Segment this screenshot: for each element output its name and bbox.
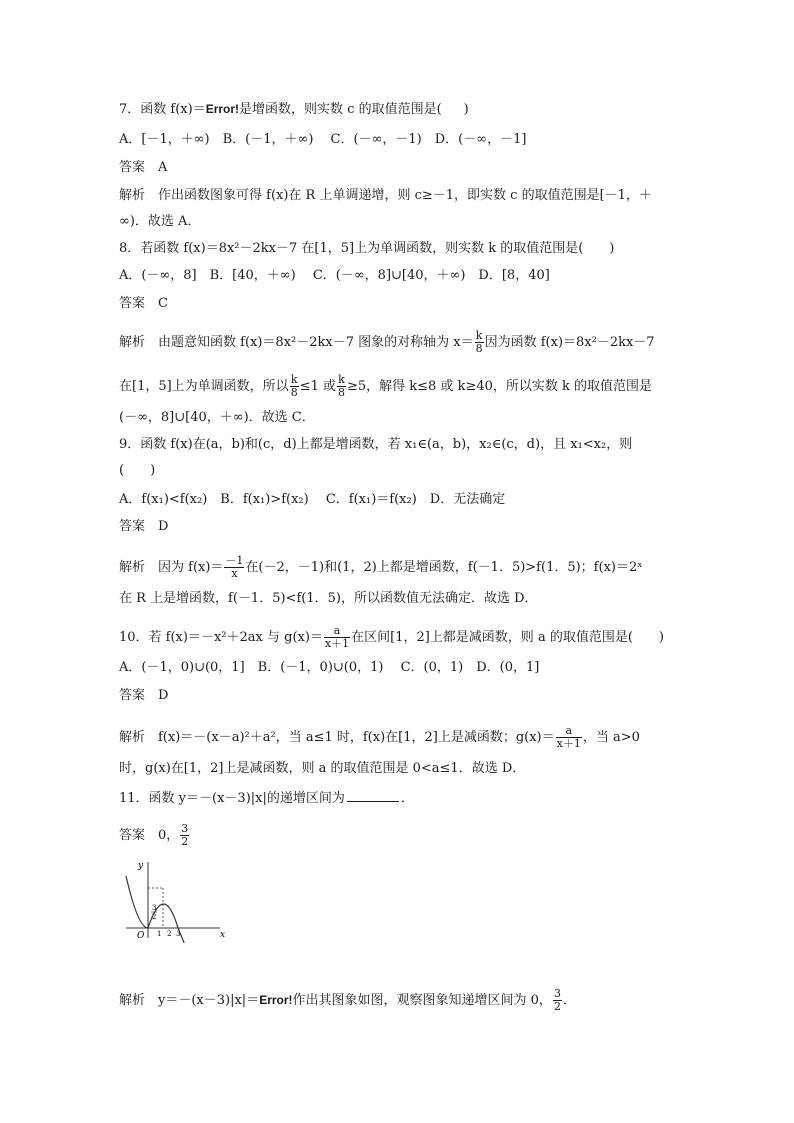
q7-options: A．[－1，＋∞) B．(－1，＋∞) C．(－∞，－1) D．(－∞，－1] <box>119 132 527 147</box>
tick-3: 3 <box>176 930 181 938</box>
q8-answer: 答案 C <box>119 296 168 311</box>
q9-stem-line2: ( ) <box>119 463 156 478</box>
q9-analysis-line1: 解析 因为 f(x)＝ $\frac{-1}{x}$ 在(－2，－1)和(1，2)上都是增函数，f(－1．5)>f(1．5)；f(x)＝2ˣ <box>119 554 643 580</box>
q10-stem: 10．若 f(x)＝－x²＋2ax 与 g(x)＝ $\frac{a}{x+1}$ 在区间[1，2]上都是减函数，则 a 的取值范围是( ) <box>119 624 664 650</box>
q8-analysis-line1: 解析 由题意知函数 f(x)＝8x²－2kx－7 图象的对称轴为 x＝ $\frac{k}{8}$ 因为函数 f(x)＝8x²－2kx－7 <box>119 329 655 355</box>
q10-analysis-line2: 时，g(x)在[1，2]上是减函数，则 a 的取值范围是 0<a≤1．故选 D． <box>119 761 526 776</box>
tick-2: 2 <box>167 930 172 938</box>
y-axis-label: y <box>138 861 144 871</box>
fraction-k-over-8: $\frac{k}{8}$ <box>475 329 483 355</box>
tick-frac-num: 3 <box>152 904 157 912</box>
answer-blank <box>347 790 399 802</box>
q8-analysis-line2: 在[1，5]上为单调函数，所以 $\frac{k}{8}$ ≤1 或 $\frac{k}{8}$ ≥5，解得 k≤8 或 k≥40，所以实数 k 的取值范围是 <box>119 373 653 399</box>
q9-stem-line1: 9．函数 f(x)在(a，b)和(c，d)上都是增函数，若 x₁∈(a，b)，x₂∈(c，d)，且 x₁<x₂，则 <box>119 437 633 452</box>
origin-label: O <box>137 931 145 941</box>
fraction-a-over-x-plus-1: $\frac{a}{x+1}$ <box>556 724 581 750</box>
fraction-a-over-x-plus-1: $\frac{a}{x+1}$ <box>324 624 350 650</box>
q11-answer: 答案 0， $\frac{3}{2}$ <box>119 822 189 848</box>
q7-analysis-line1: 解析 作出函数图象可得 f(x)在 R 上单调递增，则 c≥－1，即实数 c 的取值范围是[－1，＋ <box>119 188 652 203</box>
q7-analysis-line2: ∞)．故选 A． <box>119 214 201 229</box>
error-placeholder: Error! <box>205 102 240 116</box>
q9-analysis-line2: 在 R 上是增函数，f(－1．5)<f(1．5)，所以函数值无法确定．故选 D． <box>119 591 538 606</box>
fraction-k-over-8: $\frac{k}{8}$ <box>337 373 345 399</box>
q7-answer: 答案 A <box>119 160 168 175</box>
fraction-minus1-over-x: $\frac{-1}{x}$ <box>225 554 244 580</box>
q8-options: A．(－∞，8] B．[40，＋∞) C．(－∞，8]∪[40，＋∞) D．[8，40] <box>119 268 550 283</box>
q9-answer: 答案 D <box>119 519 169 534</box>
q8-analysis-line3: (－∞，8]∪[40，＋∞)．故选 C． <box>119 410 315 425</box>
function-graph-figure <box>124 858 234 943</box>
fraction-k-over-8: $\frac{k}{8}$ <box>290 373 298 399</box>
q8-stem: 8．若函数 f(x)＝8x²－2kx－7 在[1，5]上为单调函数，则实数 k 的取值范围是( ) <box>119 241 615 256</box>
q11-analysis: 解析 y＝－(x－3)|x|＝Error!作出其图象如图，观察图象知递增区间为 0， $\frac{3}{2}$ ． <box>119 987 576 1013</box>
q10-options: A．(－1，0)∪(0，1] B．(－1，0)∪(0，1) C．(0，1) D．(0，1] <box>119 660 540 675</box>
error-placeholder: Error! <box>259 993 293 1007</box>
q7-stem: 7．函数 f(x)＝Error!是增函数，则实数 c 的取值范围是( ) <box>119 102 469 117</box>
q10-answer: 答案 D <box>119 688 169 703</box>
tick-1: 1 <box>157 930 162 938</box>
q11-stem: 11．函数 y＝－(x－3)|x|的递增区间为 ． <box>119 791 414 806</box>
fraction-3-over-2: $\frac{3}{2}$ <box>181 822 189 848</box>
x-axis-label: x <box>220 930 226 940</box>
q10-analysis-line1: 解析 f(x)＝－(x－a)²＋a²，当 a≤1 时，f(x)在[1，2]上是减函数；g(x)＝ $\frac{a}{x+1}$ ，当 a>0 <box>119 724 640 750</box>
fraction-3-over-2: $\frac{3}{2}$ <box>553 987 561 1013</box>
q9-options: A．f(x₁)<f(x₂) B．f(x₁)>f(x₂) C．f(x₁)＝f(x₂) D．无法确定 <box>119 492 506 507</box>
tick-frac-den: 2 <box>152 913 157 921</box>
